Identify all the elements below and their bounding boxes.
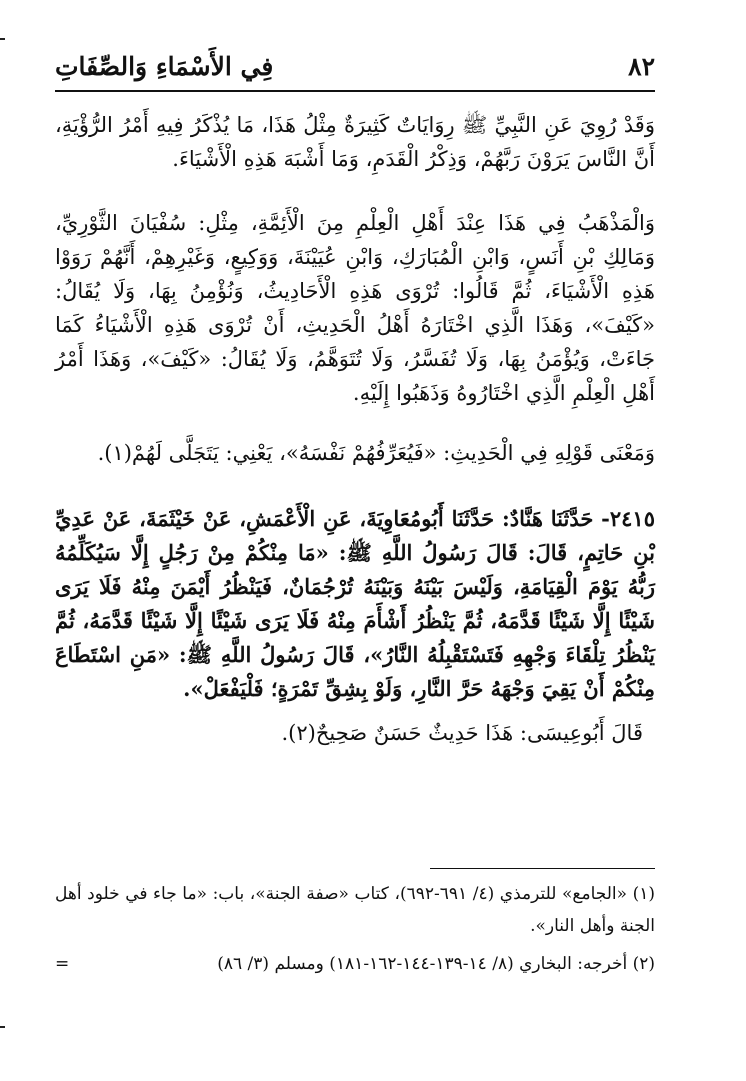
hadith-2415: ٢٤١٥- حَدَّثَنَا هَنَّادٌ: حَدَّثَنَا أَبُومُعَاوِيَةَ، عَنِ الْأَعْمَشِ، عَنْ خَيْثَمَةَ، عَنْ عَدِيِّ بْنِ حَاتِمٍ، قَالَ: قَالَ رَسُولُ اللَّهِ ﷺ: «مَا مِنْكُمْ مِنْ رَجُلٍ إِلَّا سَيُكَلِّمُهُ رَبُّهُ يَوْمَ الْقِيَامَةِ، وَلَيْسَ بَيْنَهُ وَبَيْنَهُ تُرْجُمَانٌ، فَيَنْظُرُ أَيْمَنَ مِنْهُ فَلَا يَرَى شَيْئًا إِلَّا شَيْئًا قَدَّمَهُ، ثُمَّ يَنْظُرُ أَشْأَمَ مِنْهُ فَلَا يَرَى شَيْئًا إِلَّا شَيْئًا قَدَّمَهُ، ثُمَّ يَنْظُرُ تِلْقَاءَ وَجْهِهِ فَتَسْتَقْبِلُهُ النَّارُ»، قَالَ رَسُولُ اللَّهِ ﷺ: «مَنِ اسْتَطَاعَ مِنْكُمْ أَنْ يَقِيَ وَجْهَهُ حَرَّ النَّارِ، وَلَوْ بِشِقِّ تَمْرَةٍ؛ فَلْيَفْعَلْ». (55, 506, 655, 701)
paragraph-meaning: وَمَعْنَى قَوْلِهِ فِي الْحَدِيثِ: «فَيُعَرِّفُهُمْ نَفْسَهُ»، يَعْنِي: يَتَجَلَّى لَهُمْ(١). (97, 441, 655, 465)
footnotes (55, 878, 655, 980)
page-number: ٨٢ (628, 52, 655, 81)
paragraph-scholars-view: وَالْمَذْهَبُ فِي هَذَا عِنْدَ أَهْلِ الْعِلْمِ مِنَ الْأَئِمَّةِ، مِثْلِ: سُفْيَانَ الثَّوْرِيِّ، وَمَالِكِ بْنِ أَنَسٍ، وَابْنِ الْمُبَارَكِ، وَابْنِ عُيَيْنَةَ، وَوَكِيعٍ، وَغَيْرِهِمْ، أَنَّهُمْ رَوَوْا هَذِهِ الْأَشْيَاءَ، ثُمَّ قَالُوا: تُرْوَى هَذِهِ الْأَحَادِيثُ، وَنُؤْمِنُ بِهَا، وَلَا يُقَالُ: «كَيْفَ»، وَهَذَا الَّذِي اخْتَارَهُ أَهْلُ الْحَدِيثِ، أَنْ تُرْوَى هَذِهِ الْأَشْيَاءُ كَمَا جَاءَتْ، وَيُؤْمَنُ بِهَا، وَلَا تُفَسَّرُ، وَلَا تُتَوَهَّمُ، وَلَا يُقَالُ: «كَيْفَ»، وَهَذَا أَمْرُ أَهْلِ الْعِلْمِ الَّذِي اخْتَارُوهُ وَذَهَبُوا إِلَيْهِ. (55, 211, 655, 405)
footnote-2 (55, 948, 655, 980)
running-title: فِي الأَسْمَاءِ وَالصِّفَاتِ (55, 52, 274, 81)
page-header (55, 50, 655, 92)
paragraph-narrations: وَقَدْ رُوِيَ عَنِ النَّبِيِّ ﷺ رِوَايَاتٌ كَثِيرَةٌ مِثْلُ هَذَا، مَا يُذْكَرُ فِيهِ أَمْرُ الرُّؤْيَةِ، أَنَّ النَّاسَ يَرَوْنَ رَبَّهُمْ، وَذِكْرُ الْقَدَمِ، وَمَا أَشْبَهَ هَذِهِ الْأَشْيَاءَ. (55, 113, 655, 171)
scan-edge-mark (0, 1026, 5, 1028)
footnote-1: (١) «الجامع» للترمذي (٤/ ٦٩١-٦٩٢)، كتاب «صفة الجنة»، باب: «ما جاء في خلود أهل الجنة وأهل النار». (55, 884, 656, 936)
grading-statement: قَالَ أَبُوعِيسَى: هَذَا حَدِيثٌ حَسَنٌ صَحِيحٌ(٢). (281, 721, 643, 745)
continuation-mark: = (55, 954, 70, 974)
footnote-2-text: (٢) أخرجه: البخاري (٨/ ١٤-١٣٩-١٤٤-١٦٢-١٨١) ومسلم (٣/ ٨٦) (217, 954, 655, 974)
footnote-separator (430, 868, 655, 869)
scan-edge-mark (0, 38, 5, 40)
main-text (55, 108, 655, 750)
